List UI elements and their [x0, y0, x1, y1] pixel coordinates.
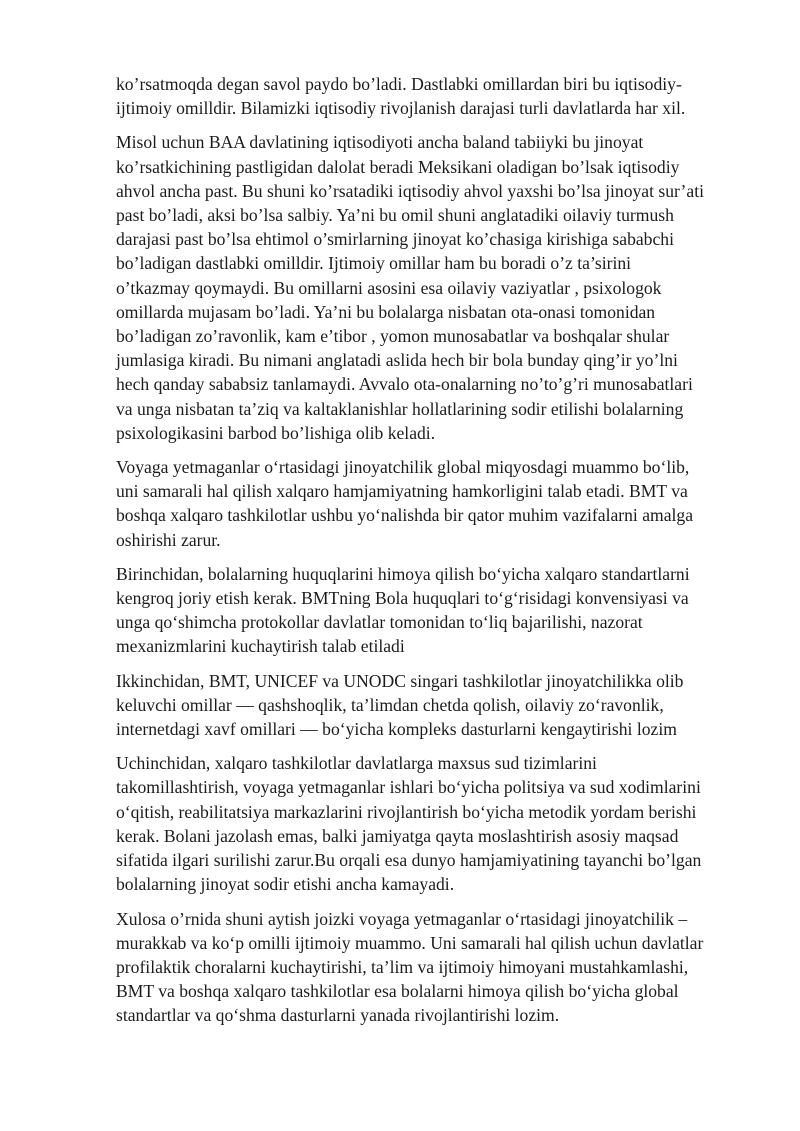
paragraph-conclusion: Xulosa o’rnida shuni aytish joizki voyaga yetmaganlar oʻrtasidagi jinoyatchilik – murakkab va koʻp omilli ijtimoiy muammo. Uni samarali hal qilish uchun davlatlar profilaktik choralarni kuchaytirishi, ta’lim va ijtimoiy himoyani mustahkamlashi, BMT va boshqa xalqaro tashkilotlar esa bolalarni himoya qilish boʻyicha global standartlar va qoʻshma dasturlarni yanada rivojlantirishi lozim. — [116, 908, 704, 1026]
paragraph-first-point: Birinchidan, bolalarning huquqlarini himoya qilish boʻyicha xalqaro standartlarni kengroq joriy etish kerak. BMTning Bola huquqlari toʻgʻrisidagi konvensiyasi va unga qoʻshimcha protokollar davlatlar tomonidan toʻliq bajarilishi, nazorat mexanizmlarini kuchaytirish talab etiladi — [116, 563, 690, 657]
paragraph-second-point: Ikkinchidan, BMT, UNICEF va UNODC singari tashkilotlar jinoyatchilikka olib keluvchi omillar — qashshoqlik, ta’limdan chetda qolish, oilaviy zoʻravonlik, internetdagi xavf omillari — boʻyicha kompleks dasturlarni kengaytirishi lozim — [116, 670, 684, 740]
paragraph-global-problem: Voyaga yetmaganlar oʻrtasidagi jinoyatchilik global miqyosdagi muammo boʻlib, uni samarali hal qilish xalqaro hamjamiyatning hamkorligini talab etadi. BMT va boshqa xalqaro tashkilotlar ushbu yoʻnalishda bir qator muhim vazifalarni amalga oshirishi zarur. — [116, 457, 694, 550]
paragraph-third-point: Uchinchidan, xalqaro tashkilotlar davlatlarga maxsus sud tizimlarini takomillashtirish, voyaga yetmaganlar ishlari boʻyicha politsiya va sud xodimlarini oʻqitish, reabilitatsiya markazlarini rivojlantirish boʻyicha metodik yordam berishi kerak. Bolani jazolash emas, balki jamiyatga qayta moslashtirish asosiy maqsad sifatida ilgari surilishi zarur.Bu orqali esa dunyo hamjamiyatining tayanchi bo’lgan bolalarning jinoyat sodir etishi ancha kamayadi. — [116, 753, 702, 895]
document-page — [116, 72, 744, 1038]
paragraph-intro: ko’rsatmoqda degan savol paydo bo’ladi. Dastlabki omillardan biri bu iqtisodiy- ijtimoiy omilldir. Bilamizki iqtisodiy rivojlanish darajasi turli davlatlarda har xil. — [116, 74, 686, 119]
paragraph-economic-factors: Misol uchun BAA davlatining iqtisodiyoti ancha baland tabiiyki bu jinoyat ko’rsatkichining pastligidan dalolat beradi Meksikani oladigan bo’lsak iqtisodiy ahvol ancha past. Bu shuni ko’rsatadiki iqtisodiy ahvol yaxshi bo’lsa jinoyat sur’ati past bo’ladi, aksi bo’lsa salbiy. Ya’ni bu omil shuni anglatadiki oilaviy turmush darajasi past bo’lsa ehtimol o’smirlarning jinoyat ko’chasiga kirishiga sababchi bo’ladigan dastlabki omilldir. Ijtimoiy omillar ham bu boradi o’z ta’sirini o’tkazmay qoymaydi. Bu omillarni asosini esa oilaviy vaziyatlar , psixologok omillarda mujasam bo’ladi. Ya’ni bu bolalarga nisbatan ota-onasi tomonidan bo’ladigan zo’ravonlik, kam e’tibor , yomon munosabatlar va boshqalar shular jumlasiga kiradi. Bu nimani anglatadi aslida hech bir bola bunday qing’ir yo’lni hech qanday sababsiz tanlamaydi. Avvalo ota-onalarning no’to’g’ri munosabatlari va unga nisbatan ta’ziq va kaltaklanishlar hollatlarining sodir etilishi bolalarning psixologikasini barbod bo’lishiga olib keladi. — [116, 132, 704, 443]
